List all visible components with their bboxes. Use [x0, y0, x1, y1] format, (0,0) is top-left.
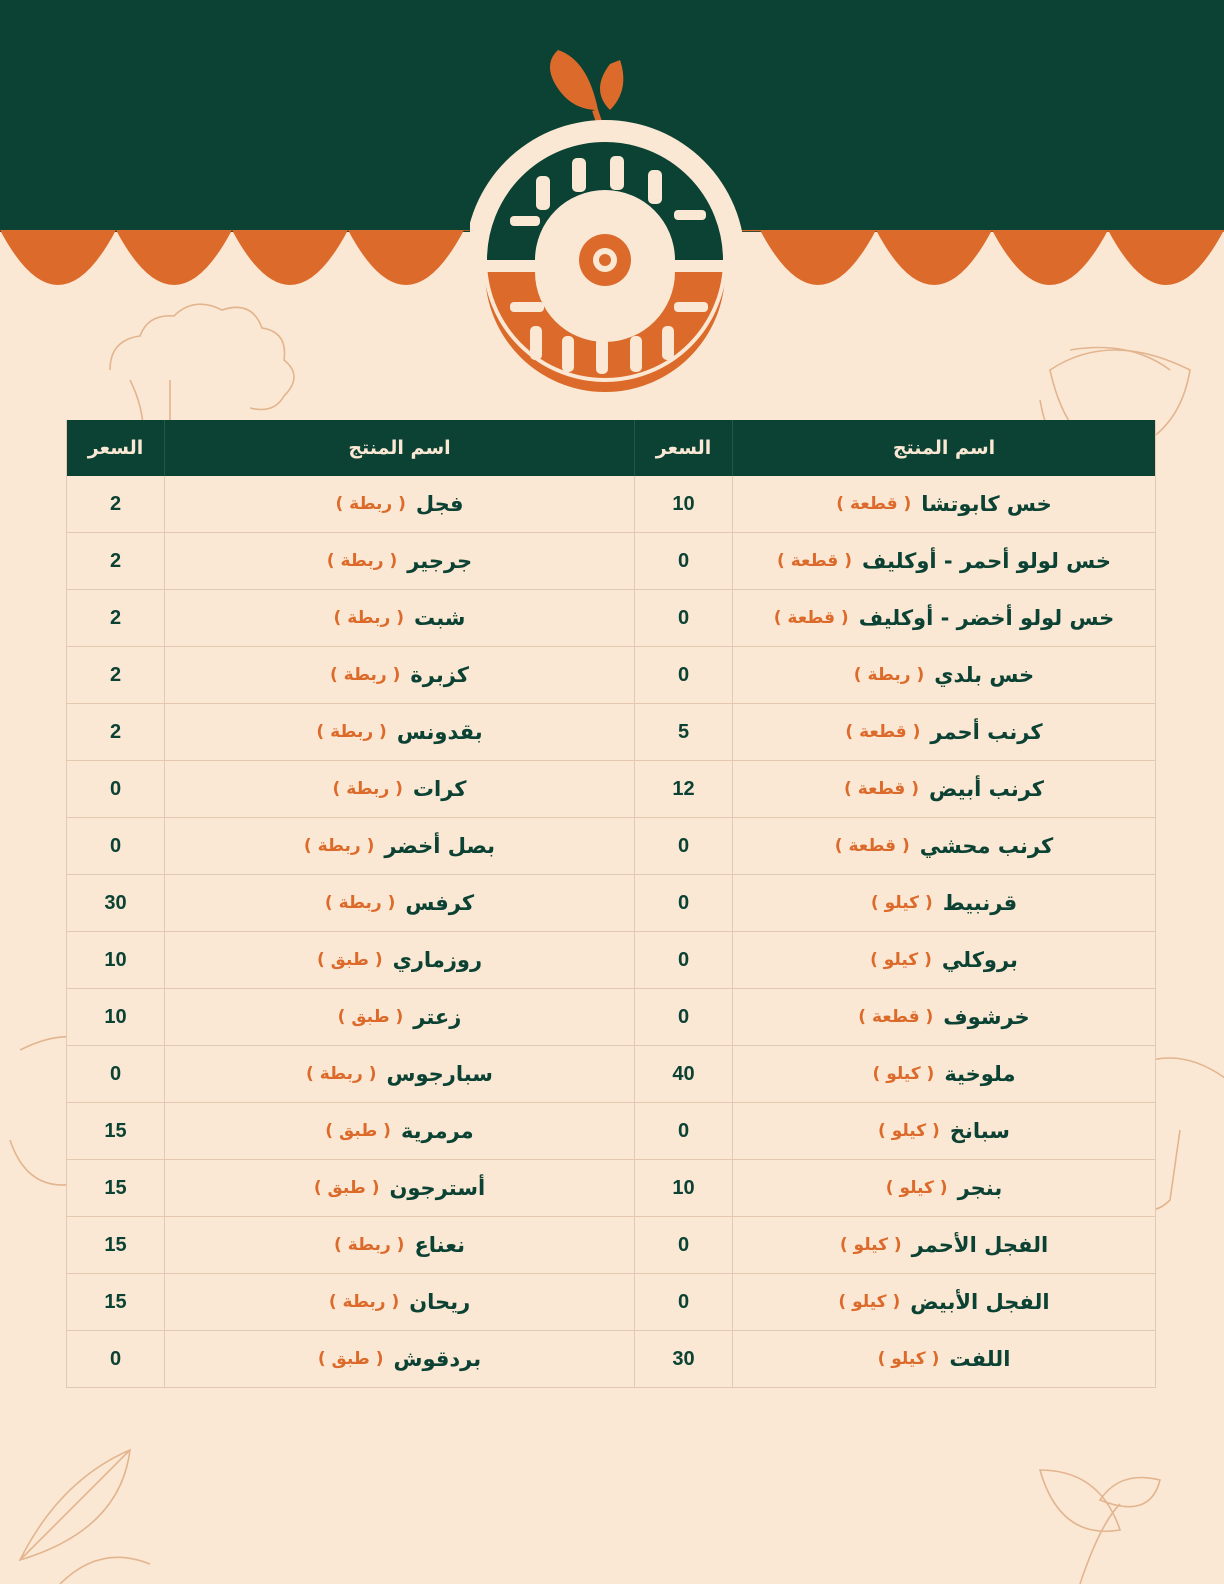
product-name-cell: [164, 932, 634, 988]
product-price: 15: [104, 1290, 127, 1313]
product-name: الفجل الأبيض: [910, 1290, 1050, 1314]
product-name-cell: [732, 761, 1156, 817]
product-name: بنجر: [957, 1176, 1003, 1200]
product-price: 0: [109, 1347, 122, 1370]
table-row: [66, 1103, 634, 1160]
product-unit: ( ربطة ): [303, 836, 375, 856]
product-price: 0: [677, 1005, 690, 1028]
product-price: 2: [109, 663, 122, 686]
price-table: [66, 420, 1156, 1388]
product-name-cell: [732, 1046, 1156, 1102]
product-price: 0: [677, 663, 690, 686]
product-unit: ( طبق ): [337, 1007, 404, 1027]
product-unit: ( ربطة ): [853, 665, 925, 685]
product-name: بروكلي: [941, 948, 1018, 972]
price-cell: [66, 1331, 164, 1387]
product-unit: ( طبق ): [316, 950, 383, 970]
table-row: [634, 647, 1156, 704]
product-price: 10: [104, 1005, 127, 1028]
product-price: 2: [109, 720, 122, 743]
product-unit: ( كيلو ): [877, 1349, 940, 1369]
table-row: [66, 476, 634, 533]
product-price: 0: [677, 549, 690, 572]
product-name: الفجل الأحمر: [911, 1233, 1049, 1257]
product-price: 10: [672, 1176, 695, 1199]
product-name-cell: [164, 1103, 634, 1159]
price-cell: [634, 761, 732, 817]
table-row: [66, 647, 634, 704]
product-name-cell: [732, 1274, 1156, 1330]
table-row: [634, 590, 1156, 647]
table-row: [66, 533, 634, 590]
product-name: قرنبيط: [942, 891, 1018, 915]
price-cell: [634, 533, 732, 589]
product-price: 0: [109, 1062, 122, 1085]
product-price: 2: [109, 549, 122, 572]
product-name: نعناع: [414, 1233, 465, 1257]
price-cell: [66, 989, 164, 1045]
product-name-cell: [164, 1160, 634, 1216]
product-name: شبت: [413, 606, 466, 630]
product-unit: ( ربطة ): [326, 551, 398, 571]
price-cell: [634, 1103, 732, 1159]
product-price: 2: [109, 606, 122, 629]
product-name-cell: [164, 761, 634, 817]
price-cell: [634, 818, 732, 874]
product-unit: ( كيلو ): [838, 1292, 901, 1312]
price-cell: [66, 932, 164, 988]
product-unit: ( ربطة ): [329, 665, 401, 685]
product-price: 0: [677, 1119, 690, 1142]
product-name-cell: [164, 1217, 634, 1273]
price-cell: [66, 533, 164, 589]
product-name: بصل أخضر: [384, 834, 496, 858]
product-name-cell: [164, 989, 634, 1045]
product-name-cell: [164, 818, 634, 874]
product-name: ريحان: [409, 1290, 471, 1314]
product-name-cell: [732, 590, 1156, 646]
product-unit: ( ربطة ): [334, 1235, 405, 1255]
table-row: [66, 1046, 634, 1103]
product-unit: ( ربطة ): [316, 722, 387, 742]
table-row: [66, 1274, 634, 1331]
price-cell: [66, 818, 164, 874]
product-price: 0: [677, 891, 690, 914]
table-row: [66, 989, 634, 1046]
product-name-cell: [732, 875, 1156, 931]
price-cell: [634, 704, 732, 760]
product-name-cell: [164, 476, 634, 532]
price-cell: [66, 590, 164, 646]
table-row: [66, 761, 634, 818]
product-name-cell: [164, 533, 634, 589]
product-name-cell: [164, 1046, 634, 1102]
table-row: [634, 1103, 1156, 1160]
product-name: فجل: [415, 492, 464, 516]
product-name-cell: [732, 1331, 1156, 1387]
table-row: [634, 1274, 1156, 1331]
table-row: [66, 590, 634, 647]
table-row: [66, 932, 634, 989]
table-row: [634, 989, 1156, 1046]
table-row: [634, 818, 1156, 875]
product-unit: ( كيلو ): [870, 893, 933, 913]
brand-logo: [470, 40, 750, 400]
product-name: خس بلدي: [934, 663, 1035, 687]
product-name-cell: [732, 1217, 1156, 1273]
product-name: كرفس: [405, 891, 475, 915]
product-name: مرمرية: [400, 1119, 474, 1143]
product-unit: ( كيلو ): [878, 1121, 940, 1141]
product-name: كرنب أبيض: [928, 777, 1044, 801]
product-unit: ( قطعة ): [773, 608, 849, 628]
product-unit: ( قطعة ): [844, 779, 919, 799]
product-name-cell: [732, 989, 1156, 1045]
product-unit: ( طبق ): [317, 1349, 384, 1369]
product-price: 30: [672, 1347, 695, 1370]
price-cell: [634, 1331, 732, 1387]
product-price: 0: [109, 834, 122, 857]
table-row: [66, 1331, 634, 1388]
product-name-cell: [732, 704, 1156, 760]
table-row: [66, 1217, 634, 1274]
price-cell: [634, 647, 732, 703]
table-row: [634, 1046, 1156, 1103]
product-name-cell: [732, 533, 1156, 589]
table-left-half: [66, 420, 634, 1388]
product-price: 40: [672, 1062, 695, 1085]
product-price: 0: [677, 1290, 690, 1313]
product-unit: ( ربطة ): [324, 893, 396, 913]
product-unit: ( ربطة ): [333, 608, 404, 628]
product-name: جرجير: [407, 549, 473, 573]
table-header-row: [66, 420, 634, 476]
header-price: السعر: [634, 420, 732, 476]
product-unit: ( ربطة ): [335, 494, 406, 514]
product-name: روزماري: [392, 948, 483, 972]
left-rows: [66, 476, 634, 1388]
product-name-cell: [164, 704, 634, 760]
product-name: كرنب محشي: [919, 834, 1054, 858]
table-row: [66, 704, 634, 761]
product-name-cell: [164, 875, 634, 931]
price-cell: [634, 932, 732, 988]
table-row: [634, 1217, 1156, 1274]
price-cell: [66, 476, 164, 532]
price-cell: [634, 1274, 732, 1330]
product-unit: ( كيلو ): [839, 1235, 902, 1255]
right-rows: [634, 476, 1156, 1388]
price-cell: [66, 875, 164, 931]
price-cell: [66, 647, 164, 703]
product-price: 0: [677, 606, 690, 629]
product-price: 15: [104, 1233, 127, 1256]
product-name: ملوخية: [944, 1062, 1016, 1086]
price-cell: [66, 1217, 164, 1273]
product-unit: ( كيلو ): [870, 950, 932, 970]
price-cell: [634, 476, 732, 532]
header-product-name: اسم المنتج: [732, 420, 1156, 476]
product-unit: ( قطعة ): [845, 722, 921, 742]
product-name: خس لولو أحمر - أوكليف: [862, 549, 1111, 573]
product-price: 0: [677, 1233, 690, 1256]
table-row: [634, 1331, 1156, 1388]
product-name-cell: [164, 590, 634, 646]
price-cell: [634, 1046, 732, 1102]
table-right-half: [634, 420, 1156, 1388]
price-cell: [66, 704, 164, 760]
product-unit: ( قطعة ): [777, 551, 852, 571]
product-name-cell: [732, 1103, 1156, 1159]
product-price: 0: [677, 834, 690, 857]
product-price: 2: [109, 492, 122, 515]
table-row: [634, 533, 1156, 590]
table-row: [634, 875, 1156, 932]
product-price: 0: [677, 948, 690, 971]
product-name: أسترجون: [389, 1176, 486, 1200]
product-price: 0: [109, 777, 122, 800]
product-name: بقدونس: [396, 720, 483, 744]
price-cell: [634, 1160, 732, 1216]
price-cell: [634, 875, 732, 931]
price-cell: [634, 590, 732, 646]
price-cell: [66, 1046, 164, 1102]
table-row: [634, 761, 1156, 818]
product-name-cell: [164, 1331, 634, 1387]
product-unit: ( كيلو ): [885, 1178, 948, 1198]
product-name-cell: [164, 647, 634, 703]
table-row: [66, 818, 634, 875]
header-price: السعر: [66, 420, 164, 476]
product-name: كزبرة: [410, 663, 470, 687]
product-unit: ( ربطة ): [332, 779, 403, 799]
product-price: 10: [672, 492, 695, 515]
price-cell: [66, 761, 164, 817]
product-name-cell: [732, 932, 1156, 988]
product-name-cell: [732, 1160, 1156, 1216]
product-name-cell: [164, 1274, 634, 1330]
product-name: خس لولو أخضر - أوكليف: [858, 606, 1115, 630]
product-name: سبانخ: [949, 1119, 1010, 1143]
product-price: 30: [104, 891, 127, 914]
product-name: خرشوف: [943, 1005, 1030, 1029]
price-cell: [66, 1103, 164, 1159]
product-name: بردقوش: [393, 1347, 482, 1371]
product-unit: ( طبق ): [313, 1178, 380, 1198]
table-row: [66, 1160, 634, 1217]
price-cell: [634, 1217, 732, 1273]
product-unit: ( قطعة ): [834, 836, 910, 856]
product-name: زعتر: [413, 1005, 462, 1029]
product-unit: ( قطعة ): [858, 1007, 934, 1027]
product-price: 15: [104, 1119, 127, 1142]
product-name: كرنب أحمر: [930, 720, 1043, 744]
product-price: 5: [677, 720, 690, 743]
table-row: [634, 1160, 1156, 1217]
table-header-row: [634, 420, 1156, 476]
product-unit: ( كيلو ): [872, 1064, 935, 1084]
product-price: 15: [104, 1176, 127, 1199]
table-row: [66, 875, 634, 932]
product-name-cell: [732, 647, 1156, 703]
product-unit: ( قطعة ): [836, 494, 912, 514]
product-unit: ( ربطة ): [328, 1292, 400, 1312]
product-name: كرات: [412, 777, 467, 801]
product-name-cell: [732, 818, 1156, 874]
product-name-cell: [732, 476, 1156, 532]
price-cell: [66, 1274, 164, 1330]
product-price: 10: [104, 948, 127, 971]
product-name: اللفت: [949, 1347, 1011, 1371]
table-row: [634, 932, 1156, 989]
table-row: [634, 476, 1156, 533]
product-name: خس كابوتشا: [921, 492, 1052, 516]
product-price: 12: [672, 777, 695, 800]
table-row: [634, 704, 1156, 761]
header-product-name: اسم المنتج: [164, 420, 634, 476]
product-name: سبارجوس: [386, 1062, 493, 1086]
product-unit: ( ربطة ): [306, 1064, 377, 1084]
product-unit: ( طبق ): [325, 1121, 391, 1141]
price-cell: [66, 1160, 164, 1216]
price-cell: [634, 989, 732, 1045]
